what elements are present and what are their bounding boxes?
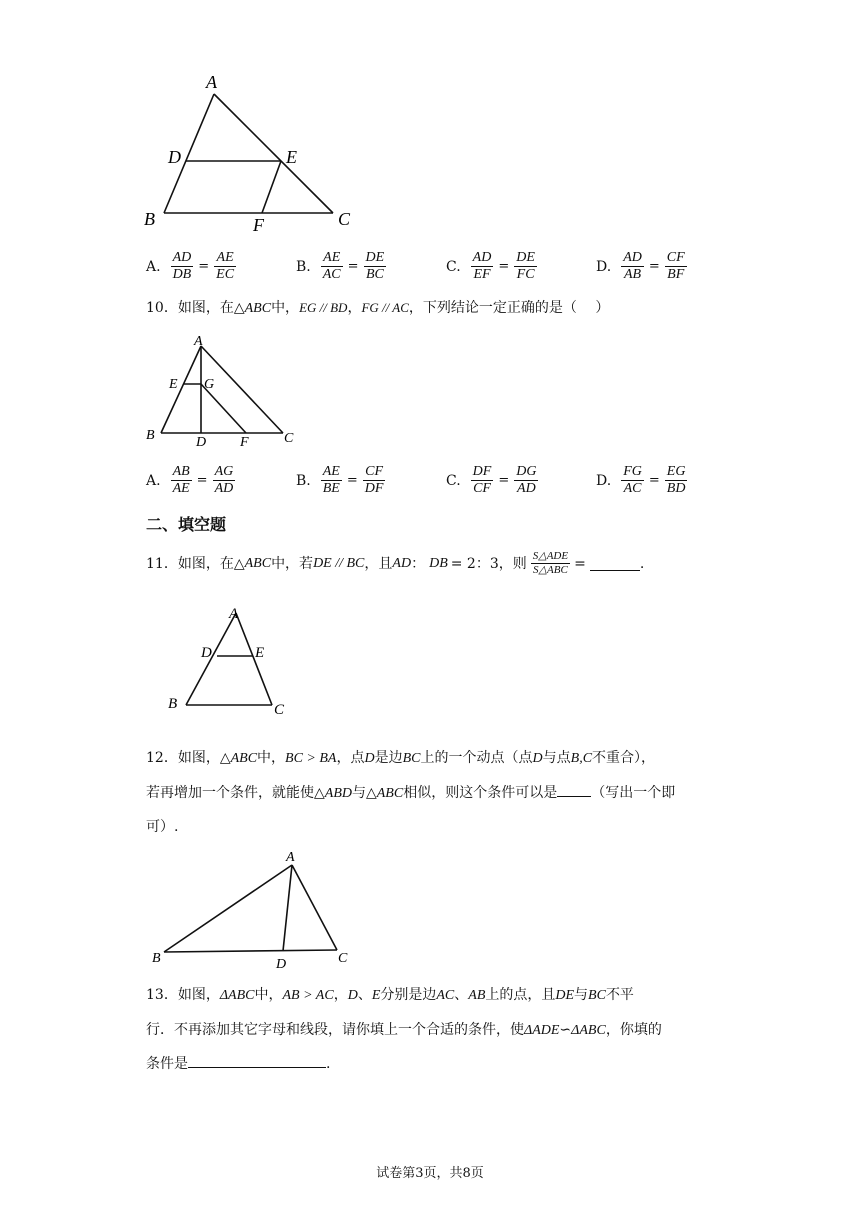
- answer-blank[interactable]: [590, 556, 640, 571]
- label-E: E: [169, 377, 178, 392]
- q9-figure: [140, 68, 360, 238]
- q11-figure: [160, 600, 300, 720]
- q10-option-b[interactable]: B. $\frac{AE}{BE}$ = $\frac{CF}{DF}$: [296, 464, 384, 496]
- label-B: B: [152, 951, 161, 966]
- q10-option-a[interactable]: A. $\frac{AB}{AE}$ = $\frac{AG}{AD}$: [146, 464, 234, 496]
- label-A: A: [206, 72, 217, 92]
- label-D: D: [276, 957, 287, 972]
- label-A: A: [194, 334, 203, 349]
- q11-stem: 11． 如图，在 △ ABC 中，若 DE // BC ，且 AD ： DB = 2：3，则 $\frac{\text{S△ADE}}{\text{S△ABC}}$ = .: [146, 550, 645, 576]
- label-B: B: [144, 209, 155, 229]
- label-F: F: [253, 215, 264, 235]
- label-C: C: [338, 951, 348, 966]
- label-A: A: [286, 850, 295, 865]
- q12-stem-line1: 12．如图，△ABC中，BC > BA，点D是边BC上的一个动点（点D与点B,C不重合），: [146, 750, 656, 766]
- q12-figure: [140, 845, 370, 975]
- q9-option-b[interactable]: B. $\frac{AE}{AC}$ = $\frac{DE}{BC}$: [296, 250, 385, 282]
- label-C: C: [284, 431, 294, 446]
- label-G: G: [204, 377, 215, 392]
- q9-option-c[interactable]: C. $\frac{AD}{EF}$ = $\frac{DE}{FC}$: [446, 250, 535, 282]
- q13-stem-line3: 条件是 .: [146, 1052, 330, 1076]
- label-E: E: [255, 645, 265, 661]
- q13-stem-line2: 行．不再添加其它字母和线段，请你填上一个合适的条件，使ΔADE∽ΔABC，你填的: [146, 1022, 662, 1038]
- label-C: C: [338, 209, 351, 229]
- label-A: A: [229, 606, 239, 622]
- answer-blank[interactable]: [557, 782, 591, 797]
- section-heading: 二、填空题: [146, 515, 227, 534]
- label-B: B: [168, 696, 178, 712]
- q12-stem-line2: 若再增加一个条件，就能使△ABD与△ABC相似，则这个条件可以是 （写出一个即: [146, 781, 675, 806]
- q10-option-c[interactable]: C. $\frac{DF}{CF}$ = $\frac{DG}{AD}$: [446, 464, 537, 496]
- label-E: E: [286, 147, 297, 167]
- answer-blank[interactable]: [188, 1053, 326, 1068]
- label-D: D: [168, 147, 181, 167]
- q10-option-d[interactable]: D. $\frac{FG}{AC}$ = $\frac{EG}{BD}$: [596, 464, 686, 496]
- q9-option-d[interactable]: D. $\frac{AD}{AB}$ = $\frac{CF}{BF}$: [596, 250, 685, 282]
- q12-stem-line3: 可）.: [146, 819, 179, 835]
- q9-option-a[interactable]: A. $\frac{AD}{DB}$ = $\frac{AE}{EC}$: [146, 250, 235, 282]
- label-B: B: [146, 428, 155, 443]
- page-footer: 试卷第3页，共8页: [376, 1166, 484, 1181]
- label-D: D: [196, 435, 207, 450]
- q10-figure: [140, 332, 310, 452]
- label-F: F: [240, 435, 249, 450]
- q10-stem: 10．如图，在△ABC中，EG // BD，FG // AC，下列结论一定正确的是（ ）: [146, 300, 610, 316]
- q13-stem-line1: 13．如图，ΔABC中，AB > AC，D、E分别是边AC、AB上的点，且DE与BC不平: [146, 987, 634, 1003]
- label-D: D: [201, 645, 212, 661]
- label-C: C: [274, 702, 285, 718]
